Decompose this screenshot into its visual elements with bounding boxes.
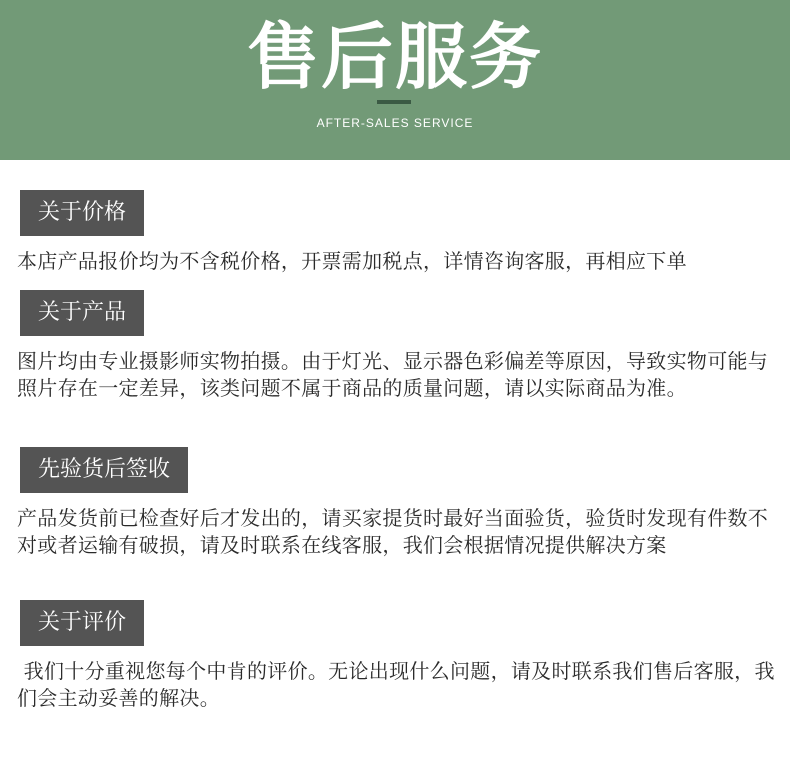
page-subtitle: AFTER-SALES SERVICE xyxy=(316,116,474,130)
header-banner xyxy=(0,0,790,160)
section-body-product: 图片均由专业摄影师实物拍摄。由于灯光、显示器色彩偏差等原因，导致实物可能与照片存在一定差异，该类问题不属于商品的质量问题，请以实际商品为准。 xyxy=(17,349,769,400)
page-title: 售后服务 xyxy=(246,15,543,99)
section-heading-inspect: 先验货后签收 xyxy=(20,447,188,493)
section-heading-product: 关于产品 xyxy=(20,290,144,336)
section-body-price: 本店产品报价均为不含税价格，开票需加税点，详情咨询客服，再相应下单 xyxy=(17,249,687,273)
section-heading-price: 关于价格 xyxy=(20,190,144,236)
section-body-inspect: 产品发货前已检查好后才发出的，请买家提货时最好当面验货，验货时发现有件数不对或者运输有破损，请及时联系在线客服，我们会根据情况提供解决方案 xyxy=(17,506,769,557)
section-heading-review: 关于评价 xyxy=(20,600,144,646)
section-body-review: 我们十分重视您每个中肯的评价。无论出现什么问题，请及时联系我们售后客服，我们会主动妥善的解决。 xyxy=(17,659,775,710)
title-divider xyxy=(377,100,411,104)
